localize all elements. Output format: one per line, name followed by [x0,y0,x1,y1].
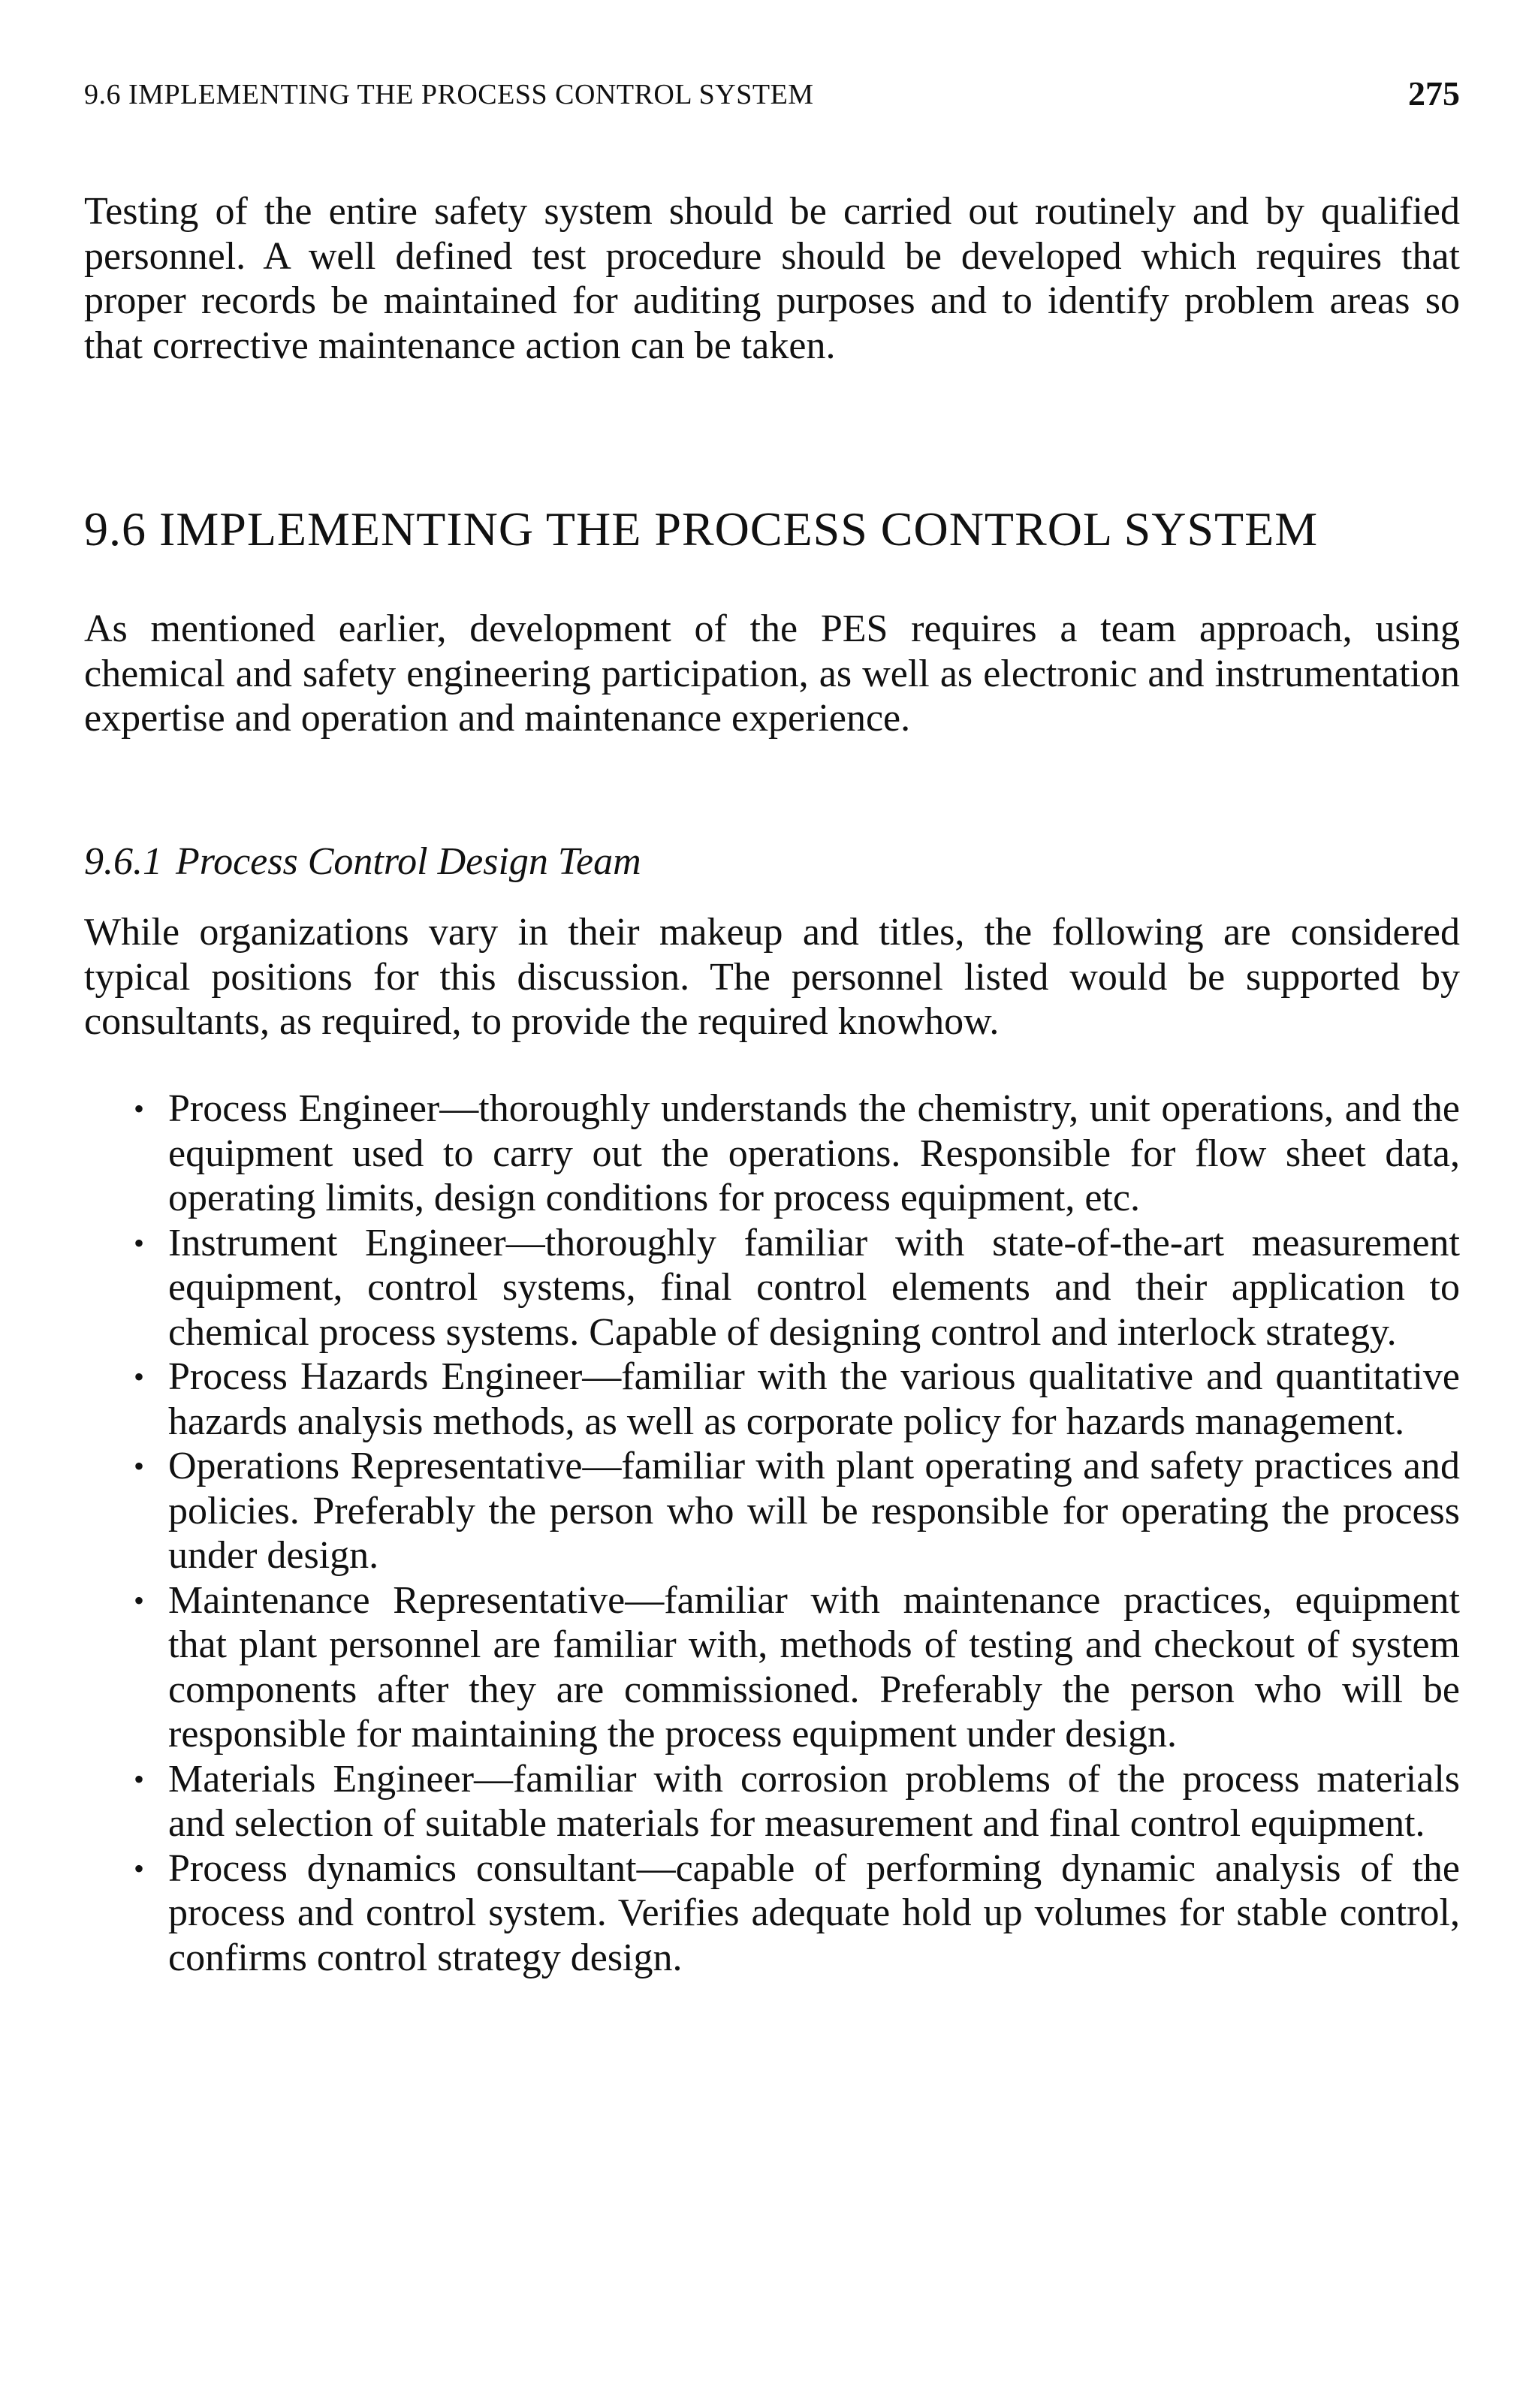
bullet-icon: • [134,1583,145,1617]
subsection-paragraph: While organizations vary in their makeup and titles, the following are considered typical positions for this discussion. The personnel listed would be supported by consultants, as required, to provide the required knowhow. [84,911,1460,1043]
list-item-text: Instrument Engineer—thoroughly familiar with state-of-the-art measurement equipment, control systems, final control elements and their application to chemical process systems. Capable of designing control and interlock strategy. [168,1221,1460,1354]
list-item-text: Materials Engineer—familiar with corrosion problems of the process materials and selection of suitable materials for measurement and final control equipment. [168,1757,1460,1845]
bullet-icon: • [134,1851,145,1885]
bullet-icon: • [134,1092,145,1126]
section-heading: 9.6 IMPLEMENTING THE PROCESS CONTROL SYSTEM [84,502,1319,556]
list-item [84,1578,1460,1757]
list-item-text: Operations Representative—familiar with plant operating and safety practices and policies. Preferably the person who will be responsible for operating the process under design. [168,1445,1460,1577]
bullet-icon: • [134,1360,145,1394]
list-item [84,1444,1460,1578]
list-item [84,1757,1460,1846]
list-item-text: Maintenance Representative—familiar with maintenance practices, equipment that plant personnel are familiar with, methods of testing and checkout of system components after they are commissioned. Preferably the person who will be responsible for maintaining the process equipment under design. [168,1578,1460,1756]
subsection-title: Process Control Design Team [176,840,641,883]
page-number: 275 [1408,74,1460,113]
list-item [84,1086,1460,1221]
running-title: 9.6 IMPLEMENTING THE PROCESS CONTROL SYSTEM [84,79,814,110]
list-item [84,1221,1460,1355]
team-positions-list [84,1086,1460,1980]
bullet-icon: • [134,1225,145,1260]
list-item [84,1355,1460,1444]
list-item [84,1846,1460,1981]
bullet-icon: • [134,1449,145,1483]
subsection-number: 9.6.1 [84,840,162,883]
bullet-icon: • [134,1762,145,1796]
running-header [84,74,1460,122]
section-paragraph: As mentioned earlier, development of the PES requires a team approach, using chemical and safety engineering participation, as well as electronic and instrumentation expertise and operation and maintenance experience. [84,607,1460,740]
intro-paragraph: Testing of the entire safety system should be carried out routinely and by qualified personnel. A well defined test procedure should be developed which requires that proper records be maintained for auditing purposes and to identify problem areas so that corrective maintenance action can be taken. [84,190,1460,367]
list-item-text: Process Engineer—thoroughly understands the chemistry, unit operations, and the equipment used to carry out the operations. Responsible for flow sheet data, operating limits, design conditions for process equipment, etc. [168,1087,1460,1219]
list-item-text: Process Hazards Engineer—familiar with the various qualitative and quantitative hazards analysis methods, as well as corporate policy for hazards management. [168,1355,1460,1443]
list-item-text: Process dynamics consultant—capable of performing dynamic analysis of the process and control system. Verifies adequate hold up volumes for stable control, confirms control strategy design. [168,1846,1460,1979]
subsection-heading [84,839,641,884]
